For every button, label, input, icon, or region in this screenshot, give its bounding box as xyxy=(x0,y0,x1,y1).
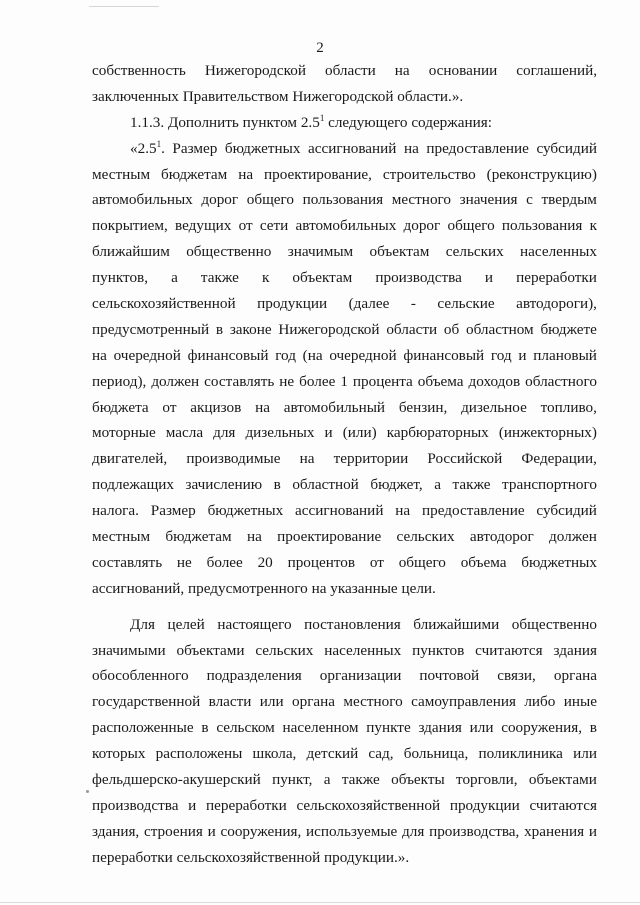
word: здания, xyxy=(92,822,140,840)
word: считаются xyxy=(475,641,543,659)
word: области xyxy=(324,62,376,79)
text-line xyxy=(92,741,597,767)
word: составлять xyxy=(204,372,275,390)
text-line xyxy=(92,472,597,498)
word: масла xyxy=(165,424,204,442)
text-line xyxy=(92,446,597,472)
word: Размер xyxy=(172,139,218,157)
word: предоставление xyxy=(426,139,529,157)
word: сети xyxy=(259,217,289,235)
word: постановления xyxy=(304,615,401,633)
word: дорог xyxy=(403,217,441,235)
word: к xyxy=(261,269,270,287)
word: или xyxy=(573,745,597,763)
text-line xyxy=(92,845,597,871)
text-line xyxy=(92,58,597,84)
word: а xyxy=(434,476,441,494)
word: самоуправления xyxy=(411,693,516,711)
word: органа xyxy=(292,693,336,711)
word: областной xyxy=(292,476,359,494)
word: также xyxy=(452,476,491,494)
text-line xyxy=(92,317,597,343)
word: более xyxy=(206,553,243,571)
word: поликлиника xyxy=(478,745,563,763)
word: торговли, xyxy=(456,771,518,789)
word: год xyxy=(275,346,296,364)
word: школа, xyxy=(252,745,297,763)
word: финансовый xyxy=(187,346,269,364)
word: и xyxy=(484,269,494,287)
text-line xyxy=(92,213,597,239)
word: сооружения, xyxy=(501,719,583,737)
word: на xyxy=(246,528,262,546)
text-line xyxy=(92,420,597,446)
text-line xyxy=(92,265,597,291)
word: к xyxy=(589,217,597,235)
word: для xyxy=(213,424,236,442)
word: в xyxy=(273,476,281,494)
word: субсидий xyxy=(536,502,597,520)
word: объектами xyxy=(528,771,597,789)
word: объектам xyxy=(292,269,353,287)
word: переработки xyxy=(206,796,287,814)
word: основании xyxy=(428,62,498,79)
word: либо xyxy=(524,693,556,711)
word: объектами xyxy=(176,641,245,659)
word: на xyxy=(299,450,315,468)
word: (или) xyxy=(342,424,377,442)
word: должен xyxy=(151,372,200,390)
word: власти xyxy=(208,693,252,711)
word: транспортного xyxy=(502,476,597,494)
word: пунктов, xyxy=(92,269,149,287)
word: ассигнований xyxy=(308,139,397,157)
word: автомобильных xyxy=(295,217,397,235)
word: «$2.5^1$. xyxy=(130,138,165,157)
word: от xyxy=(162,398,177,416)
word: ассигнований, предусмотренного на указанные цели. xyxy=(92,579,436,597)
word: дорог xyxy=(201,191,239,209)
word: налога. xyxy=(92,502,139,520)
word: продукции xyxy=(257,295,328,313)
word: сельских xyxy=(396,528,455,546)
word: на xyxy=(394,62,410,79)
word: собственность xyxy=(92,62,186,79)
word: 20 xyxy=(257,553,273,571)
word: пользования xyxy=(302,191,384,209)
page-number: 2 xyxy=(316,40,324,56)
word: бюджете xyxy=(540,320,597,338)
text-line xyxy=(92,689,597,715)
word: больница, xyxy=(403,745,469,763)
word: детский xyxy=(306,745,359,763)
word: не xyxy=(176,553,192,571)
word: 1.1.3. Дополнить пунктом $2.5^1$ следующего содержания: xyxy=(130,112,492,131)
word: бюджетных xyxy=(207,502,284,520)
word: сельском xyxy=(216,719,275,737)
word: Российской xyxy=(427,450,503,468)
word: или xyxy=(469,719,494,737)
word: а xyxy=(323,771,331,789)
word: и xyxy=(207,822,216,840)
text-line xyxy=(92,715,597,741)
word: топливо, xyxy=(540,398,597,416)
word: населенных xyxy=(324,641,402,659)
text-line xyxy=(92,550,597,576)
word: Федерации, xyxy=(521,450,597,468)
word: бензин, xyxy=(398,398,448,416)
text-line xyxy=(92,239,597,265)
text-line xyxy=(92,498,597,524)
word: также xyxy=(200,269,239,287)
word: пунктов xyxy=(412,641,465,659)
word: сельскохозяйственной xyxy=(92,295,236,313)
word: и xyxy=(188,796,197,814)
word: местного xyxy=(391,191,451,209)
word: значения xyxy=(459,191,518,209)
word: период), xyxy=(92,372,147,390)
word: процентов xyxy=(287,553,356,571)
paragraph-gap xyxy=(92,602,597,612)
word: - xyxy=(410,295,416,313)
word: организации xyxy=(319,667,402,685)
word: предусмотренный xyxy=(92,320,210,338)
word: сельские xyxy=(437,295,495,313)
word: проектирование xyxy=(277,528,382,546)
text-line xyxy=(92,187,597,213)
word: значимыми xyxy=(92,641,166,659)
word: бюджет, xyxy=(370,476,423,494)
word: используемые xyxy=(306,822,398,840)
word: пункте xyxy=(366,719,411,737)
word: дизельных xyxy=(245,424,315,442)
word: переработки xyxy=(516,269,597,287)
word: и xyxy=(324,424,333,442)
word: почтовой xyxy=(419,667,480,685)
word: 1 xyxy=(340,372,348,390)
word: зачислению xyxy=(185,476,263,494)
word: пункт, xyxy=(272,771,313,789)
text-line xyxy=(92,110,597,136)
word: на xyxy=(238,165,254,183)
word: моторные xyxy=(92,424,156,442)
word: на xyxy=(255,398,270,416)
word: автодороги), xyxy=(516,295,597,313)
word: очередной xyxy=(113,346,181,364)
word: сельскохозяйственной xyxy=(296,796,441,814)
word: иные xyxy=(563,693,597,711)
word: очередной xyxy=(329,346,397,364)
word: местным xyxy=(92,528,151,546)
text-line xyxy=(92,612,597,638)
word: (далее xyxy=(348,295,390,313)
word: для xyxy=(402,822,425,840)
word: должен xyxy=(549,528,597,546)
word: целей xyxy=(167,615,205,633)
word: в xyxy=(589,719,597,737)
word: общего xyxy=(246,191,294,209)
word: двигателей, xyxy=(92,450,168,468)
word: предоставление xyxy=(422,502,525,520)
word: соглашений, xyxy=(516,62,597,79)
word: автомобильных xyxy=(92,191,193,209)
word: производства xyxy=(375,269,462,287)
word: об xyxy=(443,320,460,338)
word: твердым xyxy=(541,191,597,209)
word: ассигнований xyxy=(295,502,384,520)
word: здания xyxy=(418,719,462,737)
word: объема xyxy=(417,372,464,390)
word: областном xyxy=(465,320,534,338)
word: расположены xyxy=(155,745,243,763)
word: общественно xyxy=(511,615,597,633)
word: а xyxy=(171,269,178,287)
word: и xyxy=(588,822,597,840)
text-line xyxy=(92,162,597,188)
word: с xyxy=(526,191,533,209)
word: Для xyxy=(130,615,155,633)
word: ближайшим xyxy=(92,243,170,261)
word: бюджета xyxy=(92,398,149,416)
text-line xyxy=(92,767,597,793)
word: местным xyxy=(92,165,151,183)
word: (на xyxy=(302,346,323,364)
word: производства xyxy=(92,796,179,814)
word: хранения xyxy=(524,822,585,840)
text-line xyxy=(92,524,597,550)
word: государственной xyxy=(92,693,201,711)
text-line xyxy=(92,819,597,845)
word: (реконструкцию) xyxy=(486,165,597,183)
word: связи, xyxy=(497,667,536,685)
word: органа xyxy=(553,667,597,685)
word: считаются xyxy=(529,796,597,814)
word: финансовый xyxy=(403,346,485,364)
word: на xyxy=(403,139,419,157)
word: процента xyxy=(352,372,413,390)
document-body xyxy=(92,58,597,871)
word: продукции xyxy=(449,796,520,814)
word: акцизов xyxy=(190,398,242,416)
word: которых xyxy=(92,745,146,763)
word: или xyxy=(259,693,284,711)
word: населенных xyxy=(520,243,597,261)
scan-artifact xyxy=(0,902,640,903)
word: проектирование, xyxy=(264,165,372,183)
text-line xyxy=(92,136,597,162)
word: от xyxy=(369,553,384,571)
word: территории xyxy=(333,450,409,468)
word: автомобильный xyxy=(283,398,386,416)
word: не xyxy=(279,372,295,390)
word: объема xyxy=(460,553,507,571)
word: подразделения xyxy=(206,667,302,685)
word: и xyxy=(518,346,527,364)
word: на xyxy=(92,346,107,364)
word: субсидий xyxy=(536,139,597,157)
word: бюджетных xyxy=(224,139,301,157)
word: ведущих xyxy=(175,217,232,235)
word: сад, xyxy=(368,745,394,763)
word: составлять xyxy=(92,553,163,571)
word: пользования xyxy=(501,217,583,235)
word: фельдшерско-акушерский xyxy=(92,771,261,789)
word: год xyxy=(490,346,512,364)
word: дизельное xyxy=(461,398,527,416)
text-line xyxy=(92,663,597,689)
word: области xyxy=(386,320,438,338)
text-line xyxy=(92,369,597,395)
word: заключенных Правительством Нижегородской области.». xyxy=(92,87,464,105)
text-line xyxy=(92,576,597,602)
text-line xyxy=(92,638,597,664)
word: Размер xyxy=(150,502,196,520)
word: в xyxy=(215,320,224,338)
word: настоящего xyxy=(217,615,292,633)
word: Нижегородской xyxy=(204,62,306,79)
word: строения xyxy=(143,822,203,840)
word: сельских xyxy=(255,641,314,659)
word: обособленного xyxy=(92,667,189,685)
word: объекты xyxy=(391,771,445,789)
word: карбюраторных xyxy=(386,424,489,442)
word: общего xyxy=(398,553,446,571)
word: населенном xyxy=(282,719,359,737)
word: доходов xyxy=(468,372,521,390)
word: общего xyxy=(447,217,495,235)
scan-artifact xyxy=(89,0,162,7)
word: объектам xyxy=(369,243,430,261)
text-line xyxy=(92,343,597,369)
text-line xyxy=(92,291,597,317)
word: автодорог xyxy=(469,528,534,546)
word: производимые xyxy=(186,450,281,468)
text-line xyxy=(92,395,597,421)
scan-artifact xyxy=(86,790,89,793)
word: сельских xyxy=(445,243,504,261)
word: на xyxy=(395,502,411,520)
word: переработки сельскохозяйственной продукции.». xyxy=(92,848,410,866)
word: местного xyxy=(343,693,403,711)
word: подлежащих xyxy=(92,476,174,494)
word: покрытием, xyxy=(92,217,168,235)
word: от xyxy=(238,217,253,235)
word: (инжекторных) xyxy=(498,424,597,442)
word: также xyxy=(341,771,380,789)
word: значимым xyxy=(287,243,354,261)
word: в xyxy=(201,719,209,737)
word: более xyxy=(299,372,336,390)
text-line xyxy=(92,84,597,110)
word: плановый xyxy=(533,346,597,364)
word: Нижегородской xyxy=(278,320,380,338)
text-line xyxy=(92,793,597,819)
word: ближайшими xyxy=(413,615,500,633)
word: строительство xyxy=(382,165,476,183)
word: общественно xyxy=(186,243,272,261)
word: бюджетных xyxy=(521,553,597,571)
word: производства, xyxy=(429,822,520,840)
word: бюджетам xyxy=(161,165,228,183)
word: бюджетам xyxy=(165,528,232,546)
word: здания xyxy=(553,641,597,659)
word: законе xyxy=(229,320,272,338)
word: сооружения, xyxy=(220,822,302,840)
word: областного xyxy=(525,372,597,390)
word: расположенные xyxy=(92,719,194,737)
